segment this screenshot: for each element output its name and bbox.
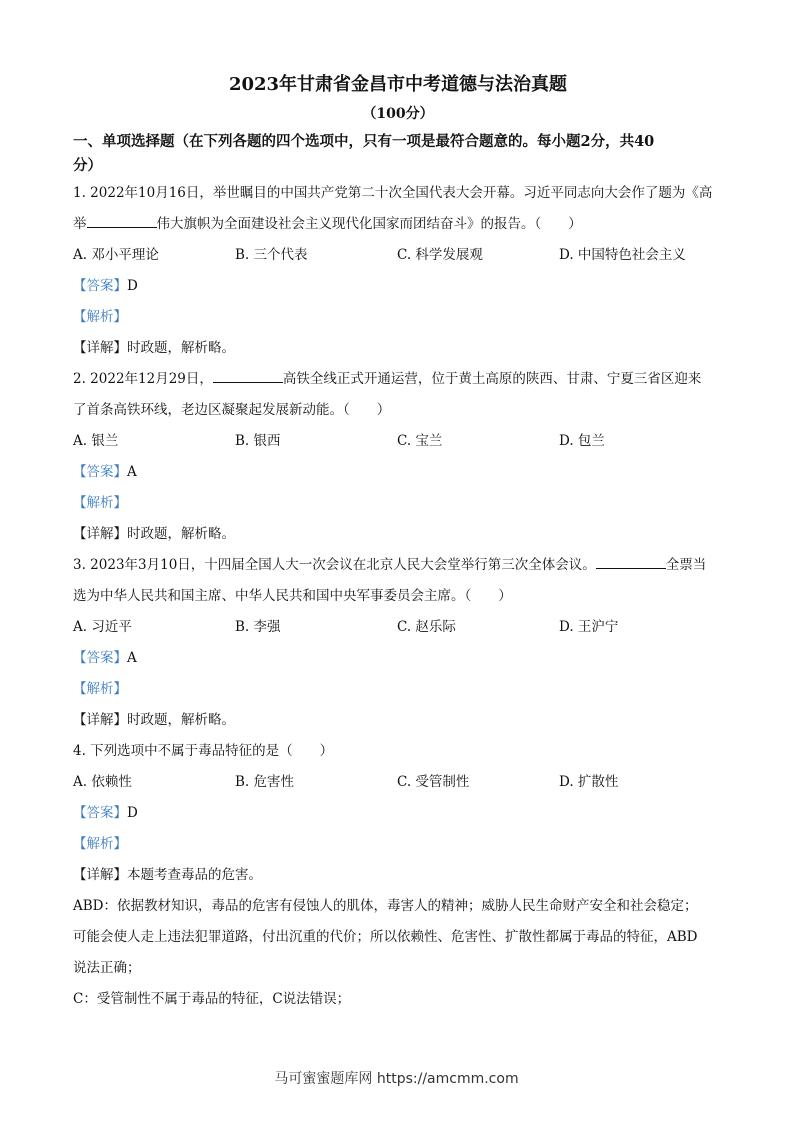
option-d: D. 中国特色社会主义	[559, 247, 686, 263]
answer-value: D	[127, 805, 138, 821]
option-b: B. 危害性	[235, 774, 295, 790]
detail-line	[73, 333, 723, 364]
explanation-line: ABD：依据教材知识，毒品的危害有侵蚀人的肌体，毒害人的精神；威胁人民生命财产安全和社会稳定；	[73, 898, 698, 914]
footer-watermark	[0, 1068, 793, 1088]
question-stem: 了首条高铁环线，老边区凝聚起发展新动能。（ ）	[73, 402, 391, 418]
option-c: C. 受管制性	[397, 774, 470, 790]
answer-line	[73, 643, 723, 674]
explanation-line: 说法正确；	[73, 960, 141, 976]
section-heading-line: 分）	[73, 157, 102, 174]
section-heading-line: 一、单项选择题（在下列各题的四个选项中，只有一项是最符合题意的。每小题2分，共40	[73, 133, 655, 150]
detail-text: 时政题，解析略。	[127, 526, 235, 542]
detail-line	[73, 705, 723, 736]
stem-text: 高铁全线正式开通运营，位于黄土高原的陕西、甘肃、宁夏三省区迎来	[282, 371, 702, 387]
question-stem	[73, 209, 723, 240]
fill-blank	[213, 366, 283, 383]
footer-text: 马可蜜蜜题库网 https://amcmm.com	[274, 1071, 519, 1087]
analysis-line	[73, 829, 723, 860]
question-stem: 选为中华人民共和国主席、中华人民共和国中央军事委员会主席。（ ）	[73, 588, 512, 604]
fill-blank	[87, 211, 157, 228]
question-3	[73, 550, 723, 736]
option-a: A. 银兰	[73, 433, 119, 449]
answer-line	[73, 457, 723, 488]
question-stem: 4. 下列选项中不属于毒品特征的是（ ）	[73, 743, 334, 759]
answer-line	[73, 271, 723, 302]
analysis-tag: 【解析】	[73, 495, 127, 511]
explanation-line: C：受管制性不属于毒品的特征，C说法错误；	[73, 991, 351, 1007]
detail-tag: 【详解】	[73, 340, 127, 356]
question-2	[73, 364, 723, 550]
document-page	[73, 72, 723, 1015]
answer-value: D	[127, 278, 138, 294]
option-c: C. 赵乐际	[397, 619, 456, 635]
analysis-tag: 【解析】	[73, 681, 127, 697]
detail-text: 本题考查毒品的危害。	[127, 867, 262, 883]
answer-tag: 【答案】	[73, 278, 127, 294]
detail-tag: 【详解】	[73, 867, 127, 883]
analysis-tag: 【解析】	[73, 309, 127, 325]
question-1	[73, 178, 723, 364]
answer-value: A	[127, 464, 137, 480]
section-heading	[73, 130, 723, 178]
stem-text: 伟大旗帜为全面建设社会主义现代化国家而团结奋斗》的报告。（ ）	[156, 216, 582, 232]
option-d: D. 王沪宁	[559, 619, 619, 635]
answer-tag: 【答案】	[73, 464, 127, 480]
option-list	[73, 240, 723, 271]
detail-tag: 【详解】	[73, 712, 127, 728]
option-b: B. 银西	[235, 433, 281, 449]
option-b: B. 李强	[235, 619, 281, 635]
option-a: A. 邓小平理论	[73, 247, 159, 263]
analysis-line	[73, 674, 723, 705]
option-list	[73, 612, 723, 643]
explanation-line: 可能会使人走上违法犯罪道路，付出沉重的代价；所以依赖性、危害性、扩散性都属于毒品的特征，ABD	[73, 929, 698, 945]
total-score: （100分）	[362, 106, 434, 122]
stem-text: 举	[73, 216, 87, 232]
option-d: D. 包兰	[559, 433, 605, 449]
option-a: A. 依赖性	[73, 774, 132, 790]
question-stem	[73, 364, 723, 395]
question-stem: 1. 2022年10月16日，举世瞩目的中国共产党第二十次全国代表大会开幕。习近平同志向大会作了题为《高	[73, 185, 713, 201]
detail-tag: 【详解】	[73, 526, 127, 542]
analysis-line	[73, 488, 723, 519]
analysis-line	[73, 302, 723, 333]
page-title: 2023年甘肃省金昌市中考道德与法治真题	[228, 74, 568, 95]
stem-text: 3. 2023年3月10日，十四届全国人大一次会议在北京人民大会堂举行第三次全体会议。	[73, 557, 596, 573]
answer-line	[73, 798, 723, 829]
question-4	[73, 736, 723, 1015]
answer-tag: 【答案】	[73, 650, 127, 666]
answer-value: A	[127, 650, 137, 666]
detail-line	[73, 519, 723, 550]
stem-text: 全票当	[665, 557, 707, 573]
detail-text: 时政题，解析略。	[127, 712, 235, 728]
option-list	[73, 426, 723, 457]
option-b: B. 三个代表	[235, 247, 308, 263]
option-c: C. 科学发展观	[397, 247, 483, 263]
option-c: C. 宝兰	[397, 433, 443, 449]
option-list	[73, 767, 723, 798]
analysis-tag: 【解析】	[73, 836, 127, 852]
question-stem	[73, 550, 723, 581]
option-d: D. 扩散性	[559, 774, 619, 790]
detail-line	[73, 860, 723, 891]
detail-text: 时政题，解析略。	[127, 340, 235, 356]
stem-text: 2. 2022年12月29日，	[73, 371, 213, 387]
option-a: A. 习近平	[73, 619, 132, 635]
answer-tag: 【答案】	[73, 805, 127, 821]
fill-blank	[596, 552, 666, 569]
